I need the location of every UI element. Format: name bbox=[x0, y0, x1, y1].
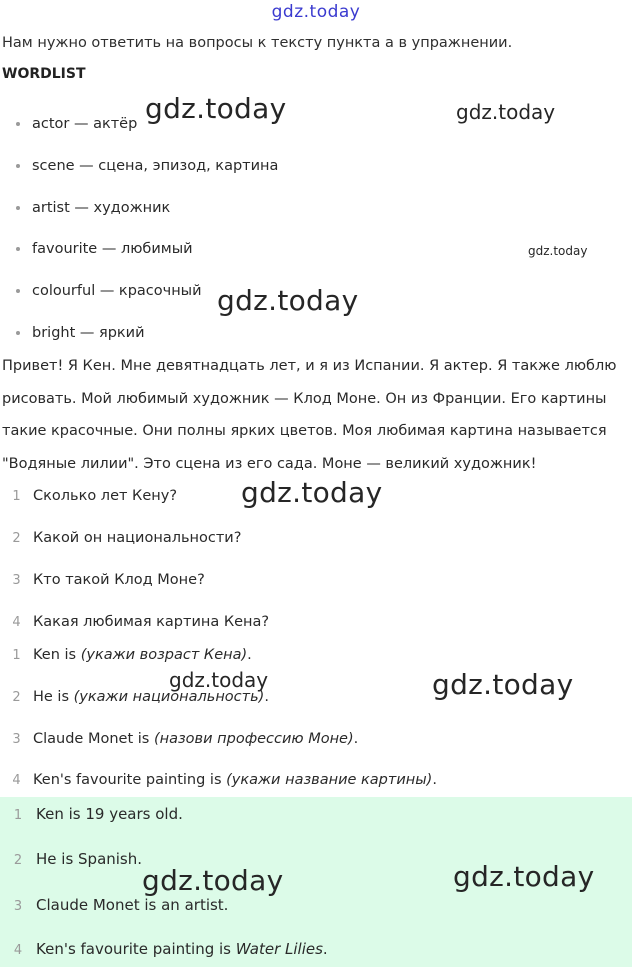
answer-number: 1 bbox=[13, 808, 23, 823]
watermark: gdz.today bbox=[528, 244, 588, 258]
paragraph-line: рисовать. Мой любимый художник — Клод Моне. Он из Франции. Его картины bbox=[2, 390, 607, 407]
question-item bbox=[0, 614, 269, 630]
wordlist-item: bright — яркий bbox=[16, 325, 145, 341]
top-watermark: gdz.today bbox=[271, 2, 361, 22]
bullet-icon bbox=[16, 164, 20, 168]
bullet-icon bbox=[16, 247, 20, 251]
watermark: gdz.today bbox=[142, 864, 284, 897]
question-text: Какой он национальности? bbox=[33, 530, 242, 546]
watermark: gdz.today bbox=[217, 284, 359, 317]
question-text: Какая любимая картина Кена? bbox=[33, 614, 270, 630]
wordlist-item: actor — актёр bbox=[16, 116, 137, 132]
question-text: Кто такой Клод Моне? bbox=[33, 572, 205, 588]
wordlist-item: scene — сцена, эпизод, картина bbox=[16, 158, 278, 174]
question-item bbox=[0, 572, 205, 588]
question-text: Сколько лет Кену? bbox=[33, 488, 178, 504]
bullet-icon bbox=[16, 331, 20, 335]
wordlist-item: artist — художник bbox=[16, 200, 170, 216]
watermark: gdz.today bbox=[453, 860, 595, 893]
prompt-item: 4 Ken's favourite painting is (укажи название картины). bbox=[0, 772, 437, 788]
wordlist-item: favourite — любимый bbox=[16, 241, 193, 257]
answer-item: 1 Ken is 19 years old. bbox=[0, 805, 183, 823]
question-number: 2 bbox=[12, 531, 21, 546]
story-paragraph bbox=[2, 350, 630, 480]
watermark: gdz.today bbox=[169, 668, 269, 692]
watermark: gdz.today bbox=[456, 100, 556, 124]
answer-item: 4 Ken's favourite painting is Water Lilies. bbox=[0, 940, 328, 958]
prompt-number: 3 bbox=[12, 732, 21, 747]
prompt-item: 1 Ken is (укажи возраст Кена). bbox=[0, 647, 252, 663]
watermark: gdz.today bbox=[432, 668, 574, 701]
answer-item: 3 Claude Monet is an artist. bbox=[0, 896, 228, 914]
prompt-number: 1 bbox=[12, 648, 21, 663]
watermark: gdz.today bbox=[241, 476, 383, 509]
question-number: 3 bbox=[12, 573, 21, 588]
answer-item: 2 He is Spanish. bbox=[0, 850, 142, 868]
wordlist-item: colourful — красочный bbox=[16, 283, 202, 299]
prompt-item: 2 He is (укажи национальность). bbox=[0, 689, 269, 705]
question-item bbox=[0, 488, 177, 504]
bullet-icon bbox=[16, 122, 20, 126]
prompt-hint: (укажи название картины) bbox=[226, 772, 433, 788]
wordlist-heading: WORDLIST bbox=[2, 66, 86, 82]
paragraph-line: Привет! Я Кен. Мне девятнадцать лет, и я из Испании. Я актер. Я также люблю bbox=[2, 358, 617, 374]
bullet-icon bbox=[16, 289, 20, 293]
answer-number: 3 bbox=[13, 899, 23, 914]
prompt-hint: (назови профессию Моне) bbox=[153, 731, 354, 747]
watermark: gdz.today bbox=[145, 92, 287, 125]
intro-text: Нам нужно ответить на вопросы к тексту пункта а в упражнении. bbox=[2, 35, 513, 51]
paragraph-line: такие красочные. Они полны ярких цветов. Моя любимая картина называется bbox=[2, 423, 607, 439]
question-number: 1 bbox=[12, 489, 21, 504]
prompt-hint: (укажи возраст Кена) bbox=[80, 647, 248, 663]
prompt-item: 3 Claude Monet is (назови профессию Моне). bbox=[0, 731, 358, 747]
prompt-number: 4 bbox=[12, 773, 21, 788]
paragraph-line: "Водяные лилии". Это сцена из его сада. Моне — великий художник! bbox=[2, 455, 537, 472]
prompt-number: 2 bbox=[12, 690, 21, 705]
answer-number: 2 bbox=[13, 853, 23, 868]
answer-title: Water Lilies bbox=[235, 940, 323, 958]
prompt-hint: (укажи национальность) bbox=[73, 689, 265, 705]
question-number: 4 bbox=[12, 615, 21, 630]
question-item bbox=[0, 530, 241, 546]
answer-box bbox=[0, 797, 632, 967]
answer-number: 4 bbox=[13, 943, 23, 958]
bullet-icon bbox=[16, 206, 20, 210]
